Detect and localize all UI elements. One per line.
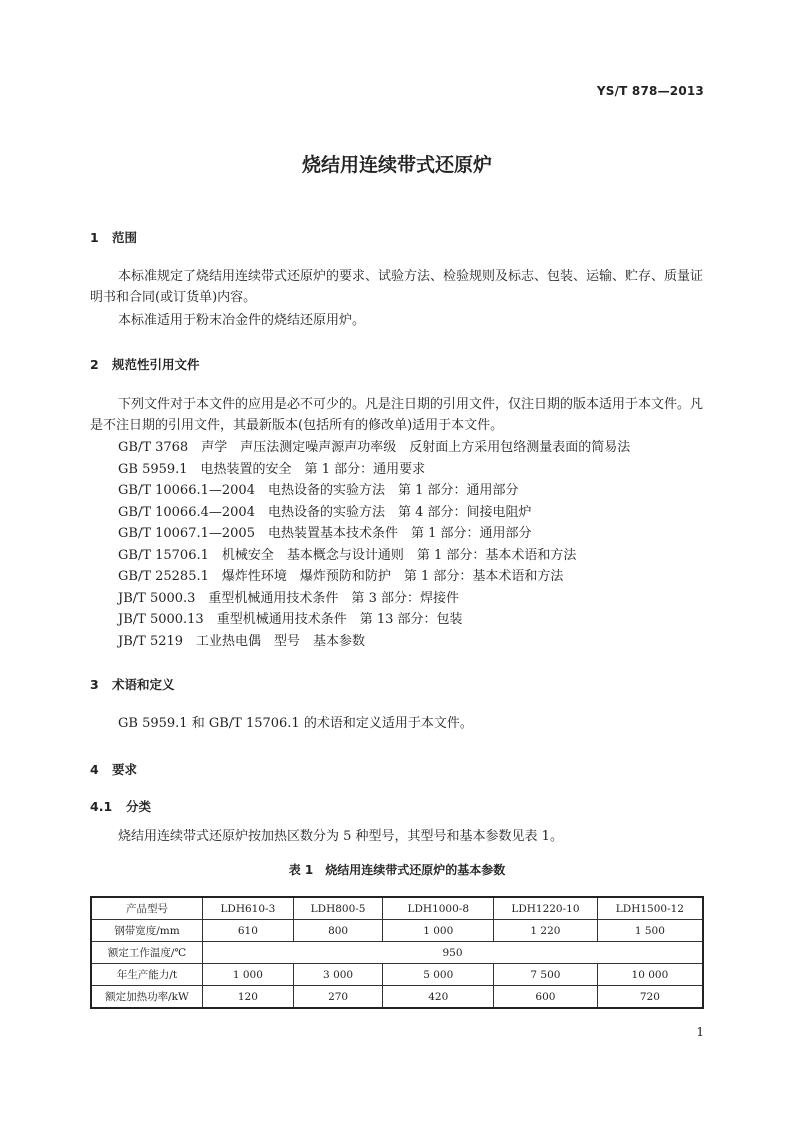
model-cell: LDH1000-8: [383, 897, 494, 920]
reference-item: [118, 545, 630, 567]
table-cell: 10 000: [597, 964, 703, 986]
row-label: 年生产能力/t: [91, 964, 203, 986]
section-number: 1: [90, 230, 99, 245]
table-cell: 1 000: [383, 920, 494, 942]
reference-text: GB/T 25285.1 爆炸性环境 爆炸预防和防护 第 1 部分：基本术语和方法: [118, 569, 564, 584]
section-title: 规范性引用文件: [112, 357, 200, 372]
classification-paragraph: 烧结用连续带式还原炉按加热区数分为 5 种型号，其型号和基本参数见表 1。: [118, 829, 563, 844]
model-cell: LDH1500-12: [597, 897, 703, 920]
table-cell: 800: [293, 920, 383, 942]
table-cell: 5 000: [383, 964, 494, 986]
table-cell: 1 220: [494, 920, 598, 942]
reference-text: GB/T 10066.4—2004 电热设备的实验方法 第 4 部分：间接电阻炉: [118, 504, 532, 520]
row-label: 额定加热功率/kW: [91, 986, 203, 1009]
reference-item: [118, 437, 630, 459]
section-3-heading: [90, 675, 175, 693]
reference-text: GB/T 15706.1 机械安全 基本概念与设计通则 第 1 部分：基本术语和方法: [118, 547, 577, 563]
table-cell: 3 000: [293, 964, 383, 986]
section-4-1-heading: [90, 797, 151, 815]
section-number: 4: [90, 762, 99, 777]
table-cell: 600: [494, 986, 598, 1009]
section-title: 术语和定义: [112, 677, 175, 692]
section-title: 要求: [112, 762, 138, 777]
basic-parameters-table: [90, 896, 704, 1009]
section-number: 3: [90, 677, 99, 692]
table-row: [91, 920, 703, 942]
reference-item: [118, 631, 630, 653]
table-cell: 7 500: [494, 964, 598, 986]
reference-item: [118, 566, 630, 588]
merged-cell: 950: [203, 942, 704, 964]
section-2-heading: [90, 355, 200, 373]
section-number: 4.1: [90, 799, 113, 814]
row-label: 钢带宽度/mm: [91, 920, 203, 942]
reference-item: [118, 480, 630, 502]
section-title: 范围: [112, 230, 138, 245]
reference-item: [118, 523, 630, 545]
reference-text: JB/T 5219 工业热电偶 型号 基本参数: [118, 633, 366, 649]
table-header-row: [91, 897, 703, 920]
model-cell: LDH610-3: [203, 897, 294, 920]
reference-item: [118, 609, 630, 631]
table-cell: 1 000: [203, 964, 294, 986]
section-number: 2: [90, 357, 99, 372]
table-cell: 270: [293, 986, 383, 1009]
table-cell: 610: [203, 920, 294, 942]
normative-references-list: [118, 437, 630, 652]
table-row: [91, 986, 703, 1009]
table-row: [91, 964, 703, 986]
row-label: 产品型号: [91, 897, 203, 920]
table-cell: 420: [383, 986, 494, 1009]
table-row: [91, 942, 703, 964]
page-number: 1: [696, 1025, 704, 1039]
row-label: 额定工作温度/℃: [91, 942, 203, 964]
reference-item: [118, 502, 630, 524]
table-cell: 720: [597, 986, 703, 1009]
section-title: 分类: [126, 799, 152, 814]
reference-item: [118, 459, 630, 481]
terms-paragraph: GB 5959.1 和 GB/T 15706.1 的术语和定义适用于本文件。: [118, 716, 473, 731]
table-cell: 120: [203, 986, 294, 1009]
model-cell: LDH1220-10: [494, 897, 598, 920]
reference-text: GB 5959.1 电热装置的安全 第 1 部分：通用要求: [118, 461, 426, 477]
reference-text: GB/T 10067.1—2005 电热装置基本技术条件 第 1 部分：通用部分: [118, 526, 532, 541]
reference-item: [118, 588, 630, 610]
section-1-heading: [90, 228, 137, 246]
document-title: 烧结用连续带式还原炉: [301, 154, 492, 176]
standard-code: YS/T 878—2013: [596, 84, 704, 98]
reference-text: JB/T 5000.3 重型机械通用技术条件 第 3 部分：焊接件: [118, 590, 459, 606]
scope-paragraph-2: 本标准适用于粉末冶金件的烧结还原用炉。: [118, 313, 366, 328]
model-cell: LDH800-5: [293, 897, 383, 920]
table-cell: 1 500: [597, 920, 703, 942]
reference-text: GB/T 10066.1—2004 电热设备的实验方法 第 1 部分：通用部分: [118, 483, 519, 498]
reference-text: GB/T 3768 声学 声压法测定噪声源声功率级 反射面上方采用包络测量表面的简易法: [118, 440, 631, 455]
reference-text: JB/T 5000.13 重型机械通用技术条件 第 13 部分：包装: [118, 612, 463, 627]
references-intro-paragraph: 下列文件对于本文件的应用是必不可少的。凡是注日期的引用文件，仅注日期的版本适用于本文件。凡是不注日期的引用文件，其最新版本(包括所有的修改单)适用于本文件。: [90, 397, 704, 433]
table-caption: 表 1 烧结用连续带式还原炉的基本参数: [288, 863, 506, 877]
scope-paragraph-1: 本标准规定了烧结用连续带式还原炉的要求、试验方法、检验规则及标志、包装、运输、贮存、质量证明书和合同(或订货单)内容。: [90, 269, 704, 305]
section-4-heading: [90, 760, 137, 778]
